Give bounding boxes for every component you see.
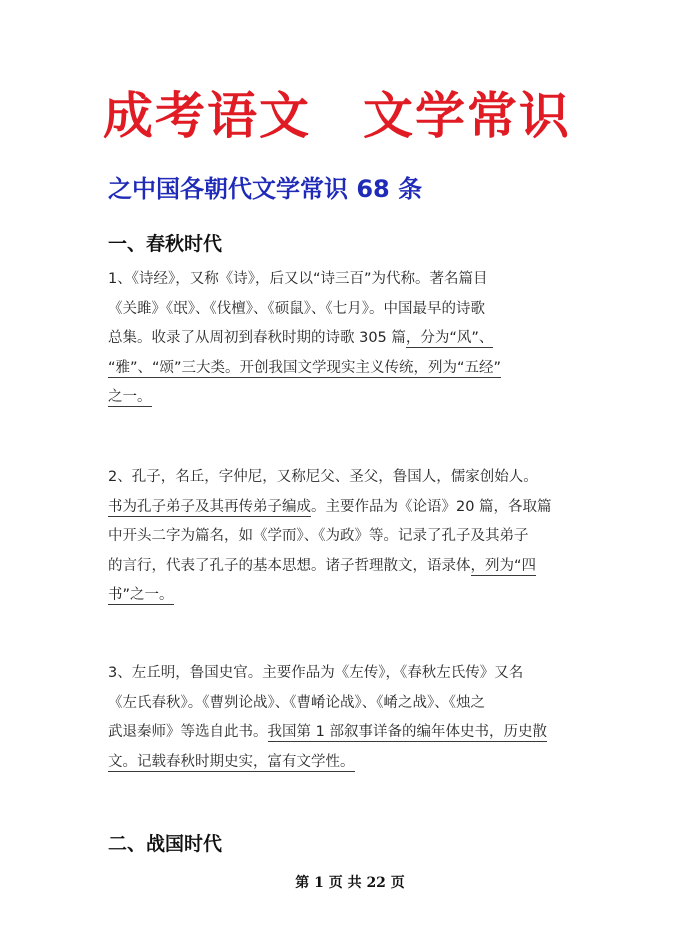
text-segment: 《左氏春秋》。《曹刿论战》、《曹崤论战》、《崤之战》、《烛之	[108, 694, 485, 711]
text-line	[108, 689, 598, 719]
text-line	[108, 581, 598, 611]
text-line	[108, 463, 598, 493]
text-line	[108, 552, 598, 582]
underlined-text: 文。记载春秋时期史实，富有文学性。	[108, 753, 355, 770]
text-segment: 《关雎》《氓》、《伐檀》、《硕鼠》、《七月》。中国最早的诗歌	[108, 300, 485, 317]
text-line	[108, 295, 598, 325]
text-segment: 。主要作品为《论语》20 篇，各取篇	[311, 498, 552, 515]
text-segment: 3、左丘明，鲁国史官。主要作品为《左传》，《春秋左氏传》又名	[108, 665, 524, 681]
text-segment: 总集。收录了从周初到春秋时期的诗歌 305 篇	[108, 330, 406, 346]
section-heading-warring-states: 二、战国时代	[108, 833, 223, 855]
text-line	[108, 718, 598, 748]
underlined-text: 书为孔子弟子及其再传弟子编成	[108, 498, 311, 515]
text-segment: 的言行，代表了孔子的基本思想。诸子哲理散文，语录体	[108, 557, 471, 574]
text-segment: 2、孔子，名丘，字仲尼，又称尼父、圣父，鲁国人，儒家创始人。	[108, 469, 538, 485]
item-paragraph	[108, 265, 598, 413]
underlined-text: ，列为“四	[470, 557, 537, 574]
page-number-footer: 第 1 页 共 22 页	[295, 875, 405, 891]
underlined-text: ，分为“风”、	[405, 330, 494, 346]
main-title: 成考语文 文学常识	[103, 87, 571, 145]
section-heading-spring-autumn: 一、春秋时代	[108, 233, 223, 255]
text-line	[108, 659, 598, 689]
item-paragraph	[108, 463, 598, 611]
text-line	[108, 383, 598, 413]
subtitle: 之中国各朝代文学常识 68 条	[108, 175, 423, 203]
item-paragraph	[108, 659, 598, 777]
text-line	[108, 522, 598, 552]
underlined-text: 之一。	[108, 389, 152, 405]
text-segment: 1、《诗经》，又称《诗》，后又以“诗三百”为代称。著名篇目	[108, 271, 488, 287]
text-segment: 中开头二字为篇名，如《学而》、《为政》等。记录了孔子及其弟子	[108, 528, 529, 544]
underlined-text: 书”之一。	[108, 587, 174, 603]
underlined-text: “雅”、“颂”三大类。开创我国文学现实主义传统，列为“五经”	[108, 359, 502, 376]
text-line	[108, 493, 598, 523]
text-line	[108, 265, 598, 295]
text-line	[108, 354, 598, 384]
underlined-text: 我国第 1 部叙事详备的编年体史书，历史散	[267, 724, 547, 740]
text-segment: 武退秦师》等选自此书。	[108, 724, 268, 740]
text-line	[108, 324, 598, 354]
text-line	[108, 748, 598, 778]
